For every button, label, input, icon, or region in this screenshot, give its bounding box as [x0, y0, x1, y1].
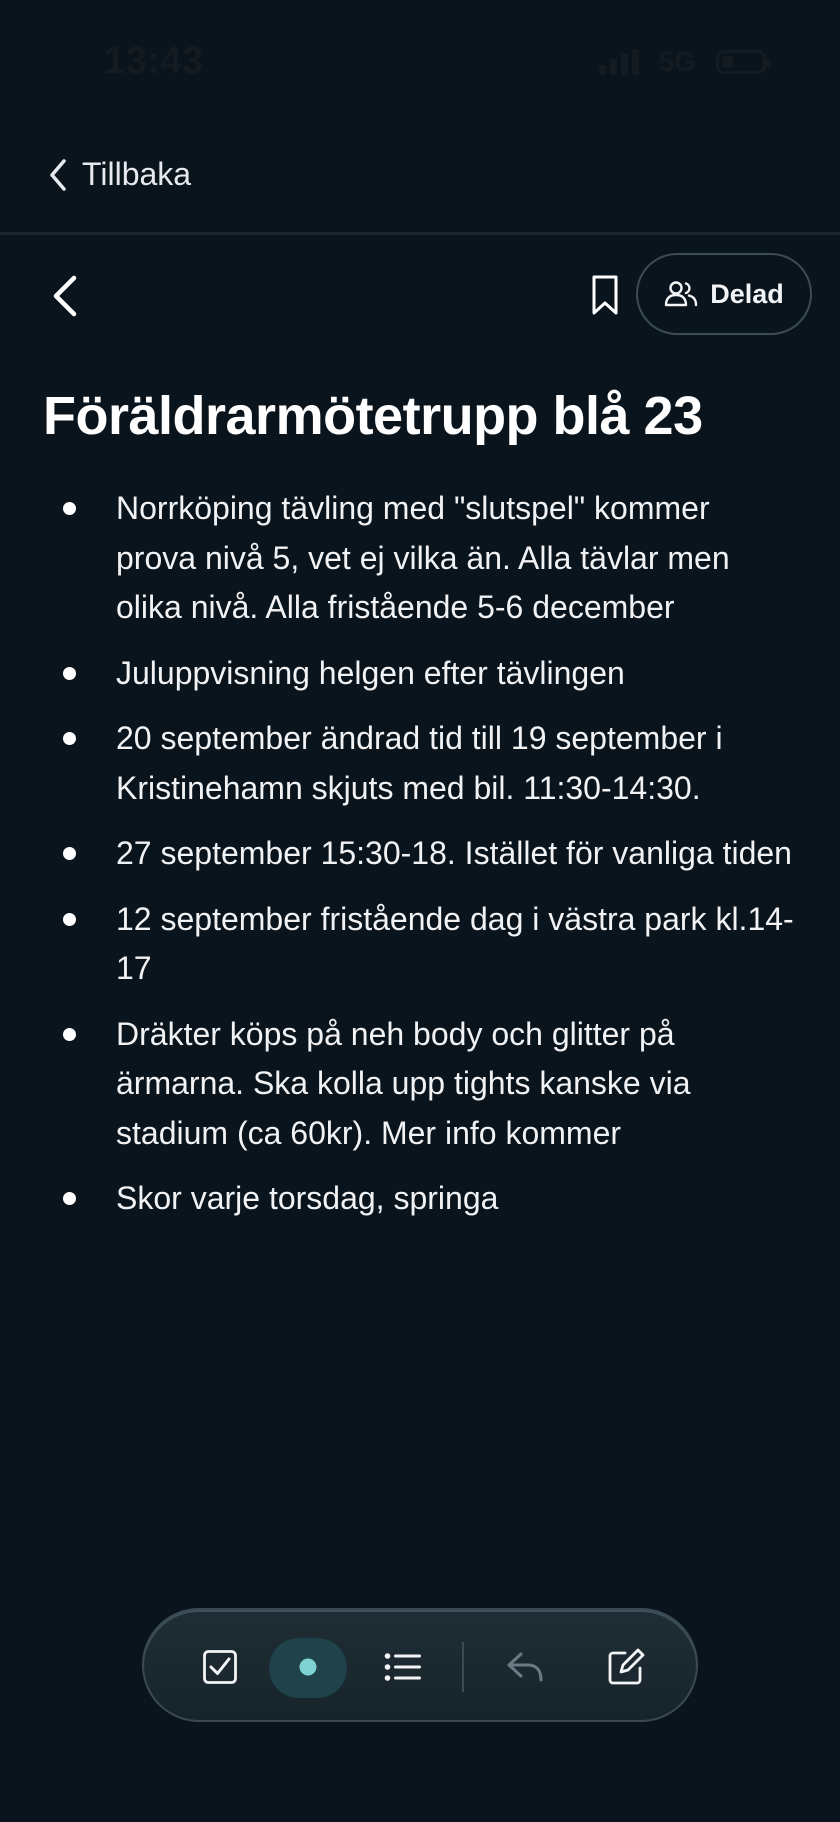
- list-button[interactable]: [372, 1610, 434, 1724]
- signal-icon: [599, 49, 639, 75]
- list-item[interactable]: [56, 1174, 796, 1224]
- list-item[interactable]: [56, 649, 796, 699]
- list-item-text: 12 september fristående dag i västra park kl.14-17: [116, 900, 794, 986]
- back-label: Tillbaka: [82, 156, 192, 192]
- list-item[interactable]: [56, 895, 796, 994]
- compose-icon: [607, 1648, 645, 1686]
- chevron-left-icon: [48, 158, 68, 192]
- status-indicators: [599, 46, 766, 78]
- bullet-dot: [63, 913, 76, 926]
- list-item-text: 20 september ändrad tid till 19 september i Kristinehamn skjuts med bil. 11:30-14:30.: [116, 720, 723, 806]
- status-time: 13:43: [104, 40, 204, 82]
- bullet-dot: [63, 847, 76, 860]
- list-item-text: Skor varje torsdag, springa: [116, 1180, 499, 1216]
- people-icon: [664, 280, 698, 308]
- checklist-button[interactable]: [189, 1610, 251, 1724]
- bullet-dot: [63, 1028, 76, 1041]
- list-item-text: Dräkter köps på neh body och glitter på ärmarna. Ska kolla upp tights kanske via stadium (ca 60kr). Mer info kommer: [116, 1015, 691, 1151]
- checkbox-icon: [202, 1649, 238, 1685]
- header-divider: [0, 232, 840, 235]
- note-list[interactable]: [56, 484, 796, 1240]
- battery-icon: [716, 50, 766, 74]
- network-type: 5G: [658, 46, 696, 77]
- bullet-dot: [63, 1192, 76, 1205]
- list-item[interactable]: [56, 484, 796, 633]
- bullet-button[interactable]: [269, 1610, 347, 1724]
- toolbar-divider: [462, 1642, 464, 1692]
- bullet-dot: [63, 667, 76, 680]
- bullet-dot-icon: [298, 1657, 318, 1677]
- status-bar: [0, 0, 840, 120]
- bookmark-icon[interactable]: [590, 274, 620, 316]
- chevron-left-icon[interactable]: [46, 272, 86, 320]
- list-item[interactable]: [56, 714, 796, 813]
- bullet-dot: [63, 732, 76, 745]
- formatting-toolbar: [142, 1608, 698, 1722]
- back-link[interactable]: [48, 156, 191, 193]
- list-item-text: 27 september 15:30-18. Istället för vanliga tiden: [116, 835, 792, 871]
- list-item-text: Juluppvisning helgen efter tävlingen: [116, 654, 625, 691]
- note-title[interactable]: Föräldrarmötetrupp blå 23: [43, 386, 703, 446]
- bullet-dot: [63, 502, 76, 515]
- shared-button[interactable]: [636, 253, 812, 335]
- shared-label: Delad: [710, 278, 784, 309]
- undo-button[interactable]: [494, 1610, 556, 1724]
- list-item-text: Norrköping tävling med "slutspel" kommer prova nivå 5, vet ej vilka än. Alla tävlar men olika nivå. Alla fristående 5-6 december: [116, 490, 730, 625]
- compose-button[interactable]: [595, 1610, 657, 1724]
- undo-icon: [506, 1650, 544, 1684]
- list-item[interactable]: [56, 829, 796, 879]
- list-icon: [384, 1652, 422, 1682]
- list-item[interactable]: [56, 1010, 796, 1159]
